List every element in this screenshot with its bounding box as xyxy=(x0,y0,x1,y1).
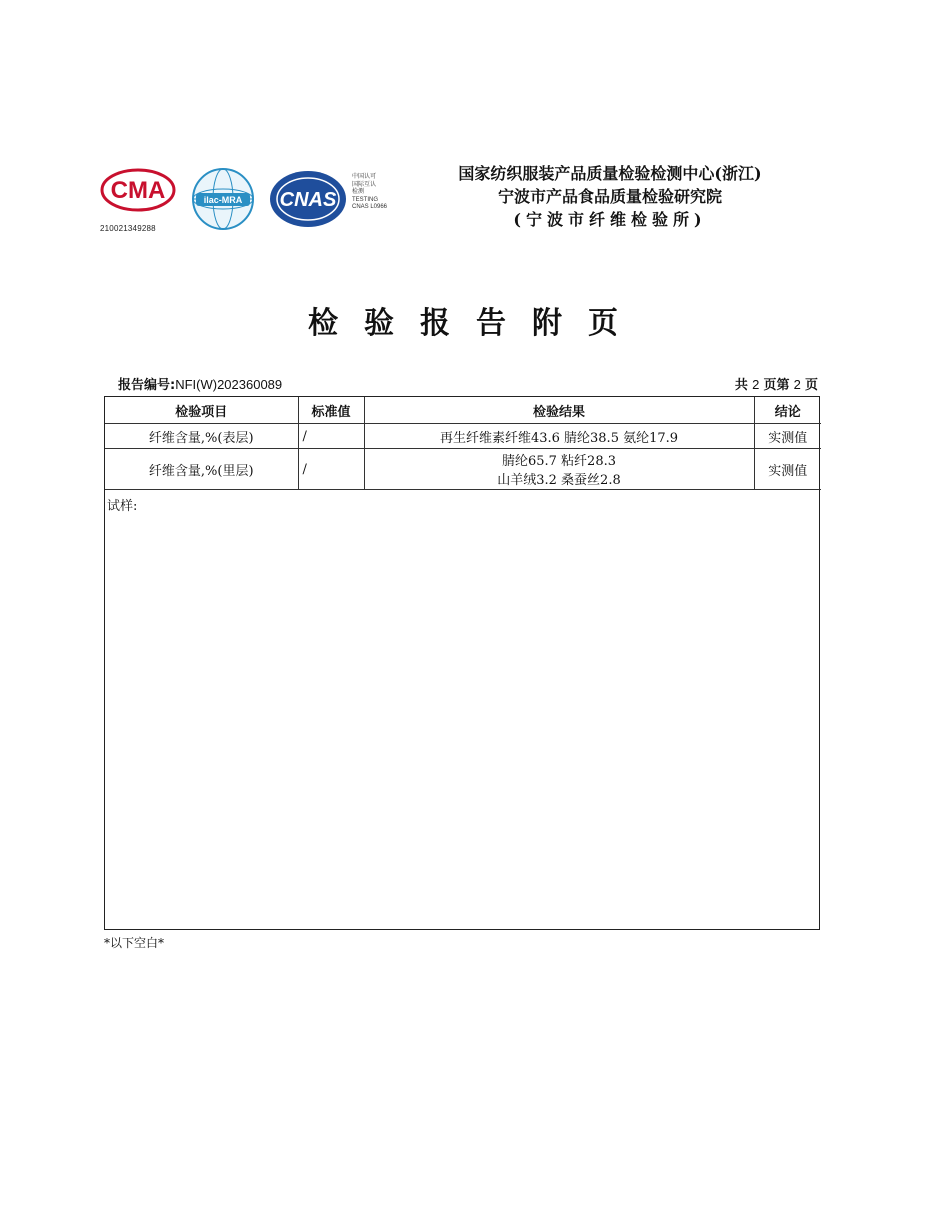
organization-line-2: 宁波市产品食品质量检验研究院 xyxy=(497,187,722,206)
row-standard: / xyxy=(298,424,364,449)
header-item: 检验项目 xyxy=(105,397,298,424)
row-standard: / xyxy=(298,449,364,490)
cma-logo xyxy=(100,168,180,233)
organization-line-1: 国家纺织服装产品质量检验检测中心(浙江) xyxy=(458,164,762,183)
svg-text:CMA: CMA xyxy=(110,177,166,204)
results-frame xyxy=(104,396,820,930)
cnas-caption: 中国认可 国际互认 检测 TESTING CNAS L0966 xyxy=(352,174,388,210)
svg-text:CNAS: CNAS xyxy=(279,189,337,211)
cnas-logo xyxy=(268,168,348,234)
cma-number: 210021349288 xyxy=(100,224,156,233)
header-result: 检验结果 xyxy=(364,397,754,424)
row-result xyxy=(364,449,754,490)
ilac-globe-icon xyxy=(190,166,256,232)
header-standard: 标准值 xyxy=(298,397,364,424)
report-number-value: NFI(W)202360089 xyxy=(175,377,283,392)
pages-current: 2 xyxy=(793,377,801,392)
page-title: 检验报告附页 xyxy=(308,306,644,341)
row-conclusion: 实测值 xyxy=(754,449,821,490)
table-header-row xyxy=(105,397,821,424)
row-result-line-1: 腈纶65.7 粘纤28.3 xyxy=(501,454,617,469)
organization-header xyxy=(420,162,800,231)
accreditation-logos xyxy=(100,160,410,240)
row-result-line-2: 山羊绒3.2 桑蚕丝2.8 xyxy=(497,473,621,488)
report-number-label: 报告编号: xyxy=(118,378,176,393)
organization-line-3: (宁波市纤维检验所) xyxy=(513,210,707,229)
sample-label: 试样: xyxy=(107,499,138,514)
row-result: 再生纤维素纤维43.6 腈纶38.5 氨纶17.9 xyxy=(364,424,754,449)
header-conclusion: 结论 xyxy=(754,397,821,424)
cma-icon xyxy=(100,168,176,212)
report-number xyxy=(118,374,282,393)
page-counter: 共 2 页第 2 页 xyxy=(734,377,818,393)
row-conclusion: 实测值 xyxy=(754,424,821,449)
row-item: 纤维含量,%(里层) xyxy=(105,449,298,490)
cnas-icon xyxy=(268,168,348,230)
ilac-mra-logo xyxy=(190,166,256,236)
table-row xyxy=(105,424,821,449)
svg-text:ilac-MRA: ilac-MRA xyxy=(203,195,243,205)
row-item: 纤维含量,%(表层) xyxy=(105,424,298,449)
results-table xyxy=(105,397,821,490)
blank-note: *以下空白* xyxy=(104,936,165,950)
table-row xyxy=(105,449,821,490)
pages-total: 2 xyxy=(752,377,760,392)
